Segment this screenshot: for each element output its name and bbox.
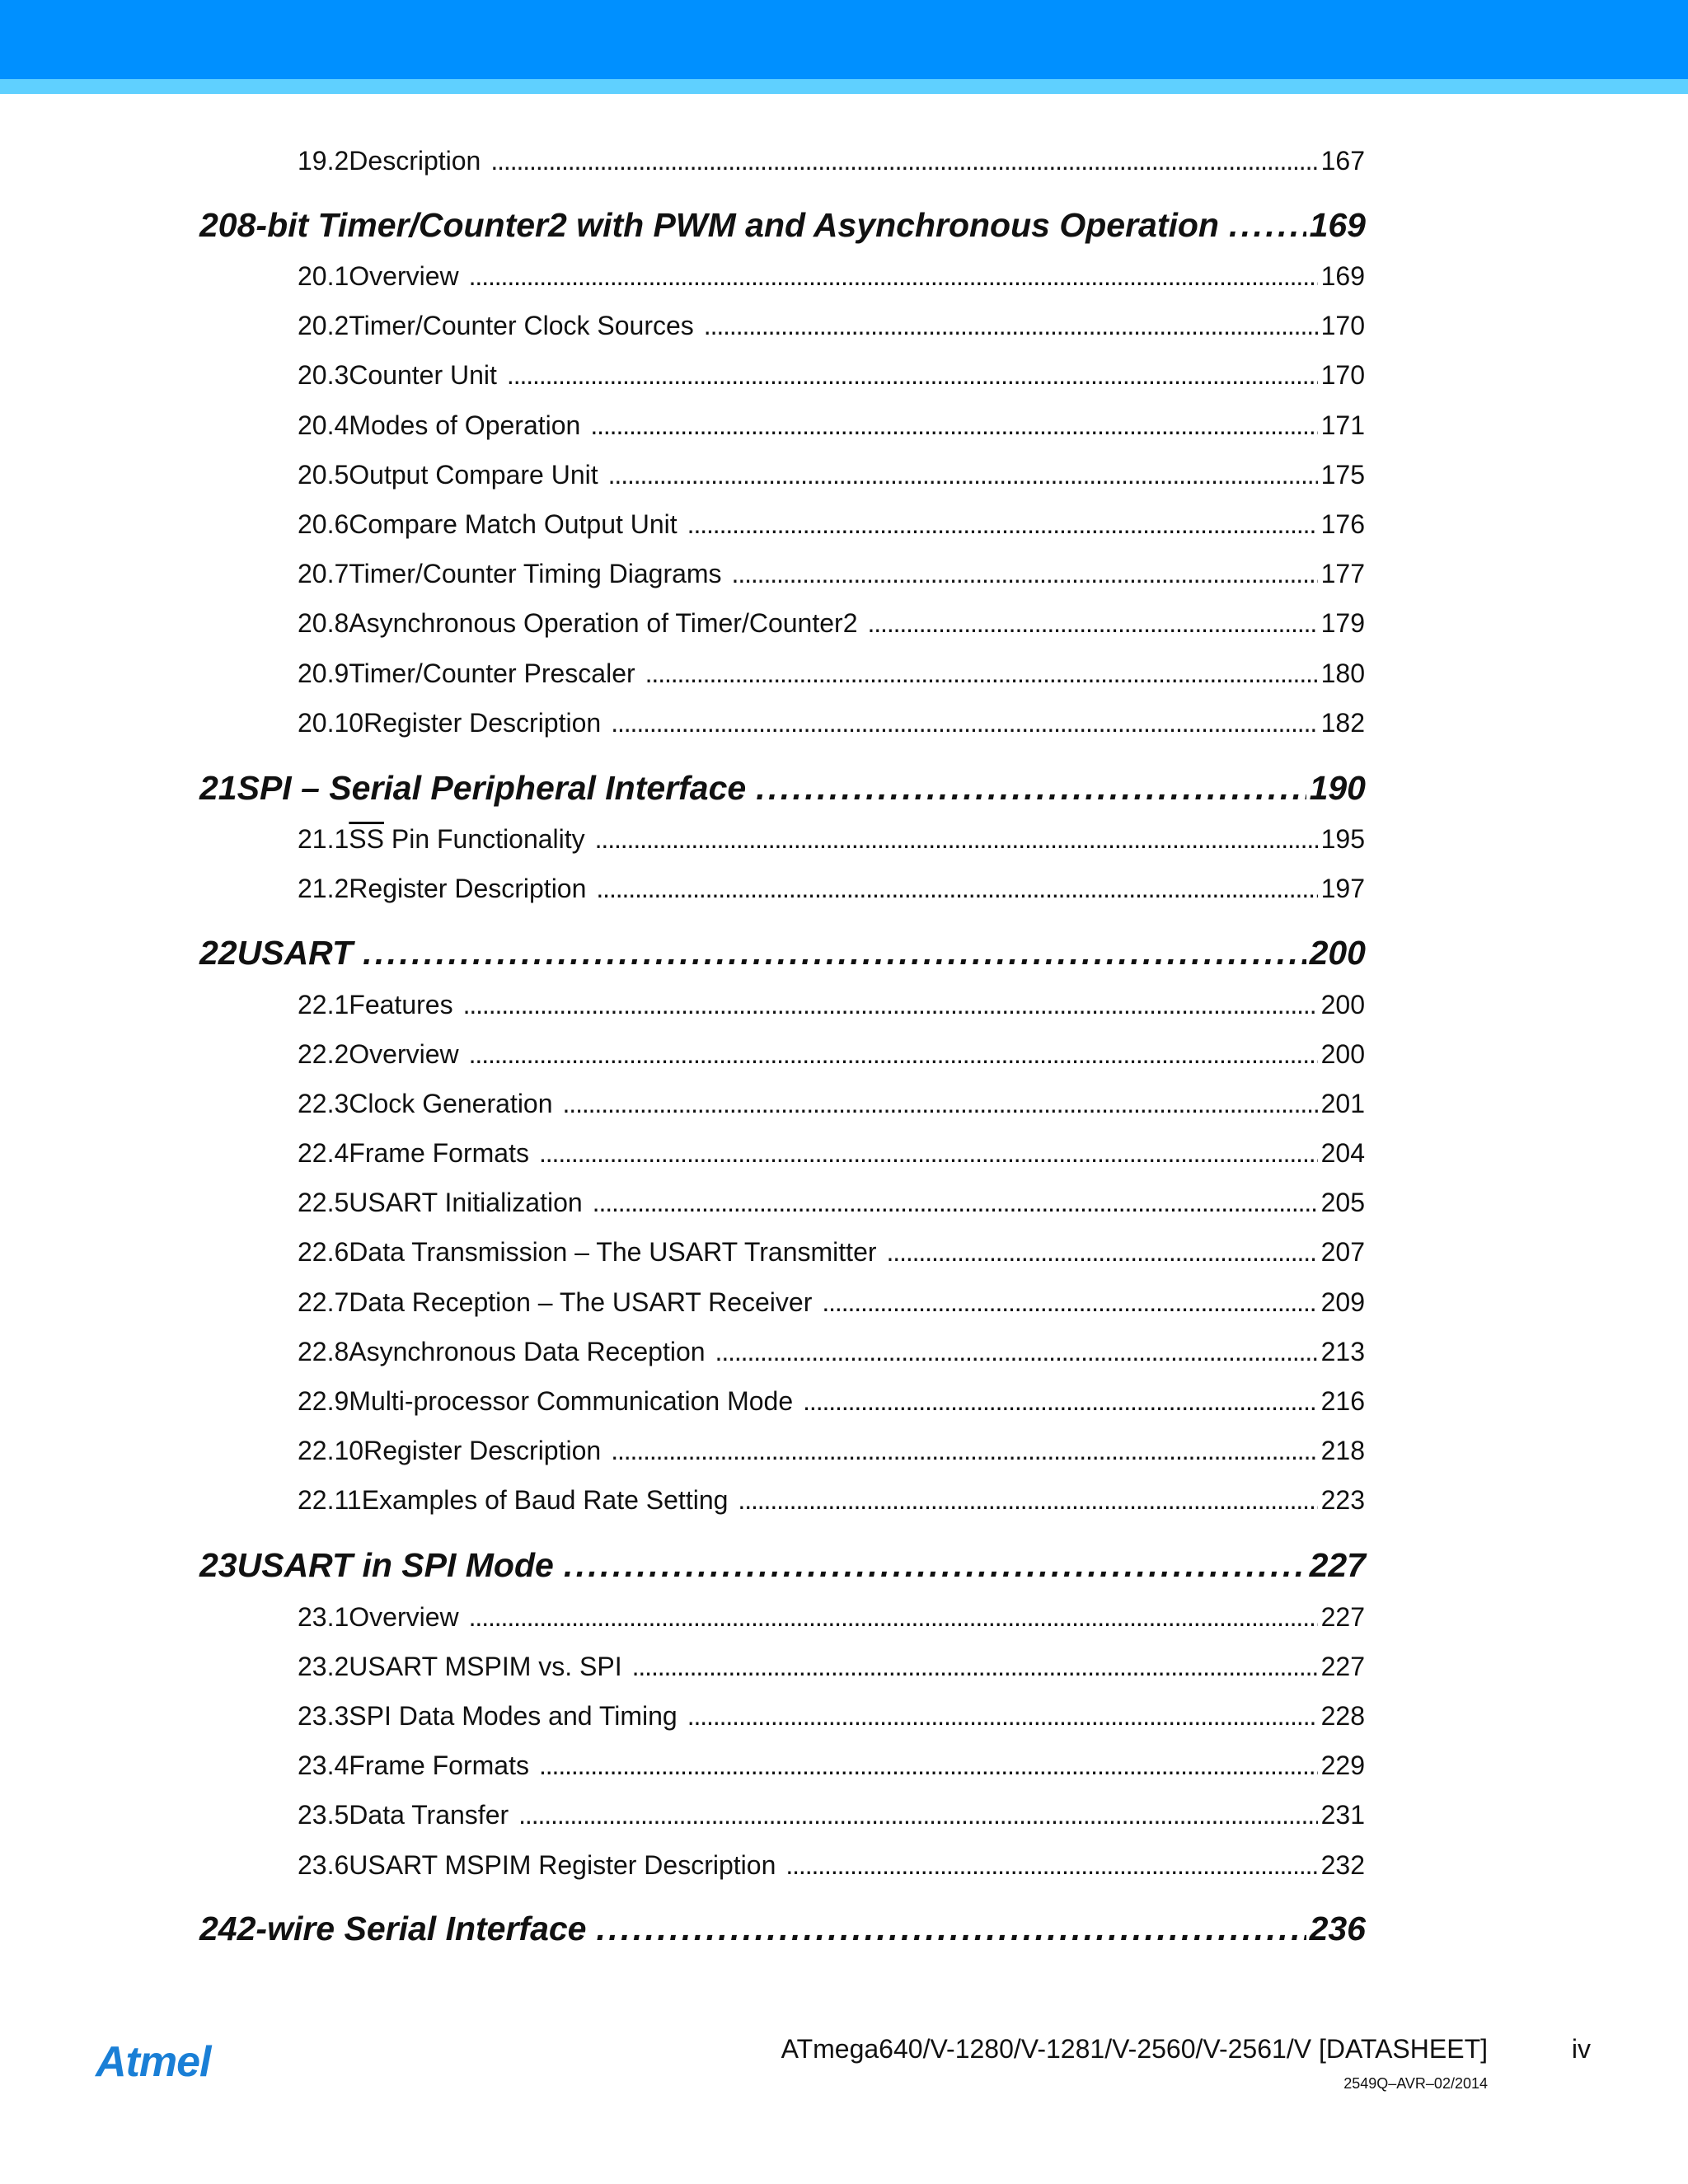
toc-entry-page: 175 — [1320, 460, 1365, 490]
toc-entry[interactable] — [298, 1188, 1365, 1218]
dot-leader — [704, 311, 1318, 341]
toc-chapter[interactable] — [199, 769, 1366, 808]
toc-entry-title: USART Initialization — [349, 1188, 583, 1217]
toc-chapter-title: USART in SPI Mode — [237, 1546, 554, 1584]
toc-entry-number: 21.1 — [298, 824, 349, 854]
toc-entry-page: 232 — [1320, 1850, 1365, 1880]
dot-leader — [463, 990, 1318, 1020]
dot-leader — [715, 1337, 1318, 1367]
toc-entry[interactable] — [298, 990, 1365, 1020]
toc-chapter-title: USART — [237, 934, 354, 972]
toc-entry-title: Timer/Counter Clock Sources — [349, 311, 694, 340]
toc-entry[interactable] — [298, 874, 1365, 904]
toc-entry-title: Data Transfer — [349, 1800, 509, 1830]
toc-entry[interactable] — [298, 1701, 1365, 1732]
dot-leader — [687, 1701, 1318, 1732]
dot-leader — [1229, 206, 1306, 245]
toc-entry[interactable] — [298, 658, 1365, 689]
toc-entry-number: 23.1 — [298, 1602, 349, 1632]
toc-entry-page: 176 — [1320, 509, 1365, 539]
toc-entry[interactable] — [298, 146, 1365, 176]
toc-chapter-title: 8-bit Timer/Counter2 with PWM and Asynchronous Operation — [237, 206, 1219, 244]
toc-entry-title: Modes of Operation — [349, 410, 581, 440]
toc-entry-page: 227 — [1320, 1652, 1365, 1681]
toc-entry-title: USART MSPIM vs. SPI — [349, 1652, 622, 1681]
toc-entry[interactable] — [298, 1800, 1365, 1830]
toc-entry-title: Overview — [349, 261, 459, 291]
toc-entry-page: 180 — [1320, 658, 1365, 688]
dot-leader — [645, 658, 1318, 689]
toc-entry[interactable] — [298, 1436, 1365, 1466]
toc-entry-title: Pin Functionality — [391, 824, 585, 854]
toc-entry-number: 22.6 — [298, 1237, 349, 1267]
toc-entry-page: 229 — [1320, 1750, 1365, 1780]
toc-entry-page: 207 — [1320, 1237, 1365, 1267]
toc-entry-number: 23.2 — [298, 1652, 349, 1681]
dot-leader — [596, 1910, 1306, 1948]
header-bar — [0, 0, 1688, 79]
dot-leader — [803, 1386, 1317, 1417]
toc-entry[interactable] — [298, 509, 1365, 540]
footer-doc-title: ATmega640/V-1280/V-1281/V-2560/V-2561/V [DATASHEET] — [781, 2034, 1488, 2064]
toc-entry-page: 209 — [1320, 1287, 1365, 1317]
toc-entry-page: 227 — [1320, 1602, 1365, 1632]
toc-entry-number: 20.8 — [298, 608, 349, 638]
toc-entry-number: 19.2 — [298, 146, 349, 176]
toc-entry-title: Data Reception – The USART Receiver — [349, 1287, 813, 1317]
dot-leader — [732, 559, 1318, 589]
toc-entry-number: 20.10 — [298, 708, 364, 738]
toc-entry-title: USART MSPIM Register Description — [349, 1850, 776, 1880]
toc-entry-number: 22.1 — [298, 990, 349, 1019]
toc-entry-title: Data Transmission – The USART Transmitter — [349, 1237, 877, 1267]
dot-leader — [593, 1188, 1318, 1218]
dot-leader — [539, 1750, 1318, 1781]
toc-entry-number: 22.5 — [298, 1188, 349, 1217]
toc-entry-number: 22.11 — [298, 1485, 362, 1515]
toc-entry-title: Clock Generation — [349, 1089, 553, 1118]
toc-chapter-title: SPI – Serial Peripheral Interface — [237, 769, 747, 807]
toc-entry-title: Examples of Baud Rate Setting — [361, 1485, 729, 1515]
toc-entry-page: 171 — [1320, 410, 1365, 440]
dot-leader — [363, 934, 1306, 972]
toc-entry[interactable] — [298, 460, 1365, 490]
dot-leader — [887, 1237, 1318, 1268]
toc-entry[interactable] — [298, 708, 1365, 738]
ss-overline-label: $\overline{SS}$ — [349, 824, 384, 854]
toc-chapter-number: 21 — [199, 769, 237, 807]
toc-entry[interactable] — [298, 824, 1365, 855]
toc-entry-title: Register Description — [349, 874, 587, 903]
dot-leader — [822, 1287, 1317, 1318]
dot-leader — [596, 874, 1317, 904]
toc-entry-page: 201 — [1320, 1089, 1365, 1118]
dot-leader — [507, 360, 1318, 391]
toc-entry-page: 179 — [1320, 608, 1365, 638]
toc-entry-number: 20.6 — [298, 509, 349, 539]
toc-entry-page: 182 — [1320, 708, 1365, 738]
toc-entry-page: 169 — [1320, 261, 1365, 291]
dot-leader — [539, 1138, 1318, 1169]
toc-entry-page: 228 — [1320, 1701, 1365, 1731]
toc-entry-page: 170 — [1320, 360, 1365, 390]
toc-entry-number: 22.3 — [298, 1089, 349, 1118]
toc-entry-page: 223 — [1320, 1485, 1365, 1515]
toc-entry-page: 167 — [1320, 146, 1365, 176]
toc-entry-number: 21.2 — [298, 874, 349, 903]
toc-entry[interactable] — [298, 1485, 1365, 1516]
toc-entry-number: 22.10 — [298, 1436, 364, 1465]
toc-entry-number: 20.7 — [298, 559, 349, 588]
toc-entry-title: Overview — [349, 1039, 459, 1069]
toc-entry-number: 22.9 — [298, 1386, 349, 1416]
footer-page-number: iv — [1571, 2034, 1591, 2064]
toc-chapter-number: 20 — [199, 206, 237, 244]
dot-leader — [469, 261, 1318, 292]
toc-entry[interactable] — [298, 1850, 1365, 1881]
dot-leader — [738, 1485, 1317, 1516]
toc-entry[interactable] — [298, 1602, 1365, 1633]
toc-entry-title: Description — [349, 146, 481, 176]
toc-entry-page: 170 — [1320, 311, 1365, 340]
toc-entry-number: 22.7 — [298, 1287, 349, 1317]
toc-entry-page: 177 — [1320, 559, 1365, 588]
dot-leader — [687, 509, 1318, 540]
toc-entry-title: Features — [349, 990, 453, 1019]
toc-entry-number: 20.4 — [298, 410, 349, 440]
toc-chapter-page: 236 — [1309, 1910, 1366, 1947]
toc-entry-number: 20.2 — [298, 311, 349, 340]
toc-entry[interactable] — [298, 410, 1365, 441]
toc-chapter-page: 169 — [1309, 206, 1366, 244]
toc-entry-title: Multi-processor Communication Mode — [349, 1386, 794, 1416]
toc-entry-title: Compare Match Output Unit — [349, 509, 678, 539]
toc-entry-page: 218 — [1320, 1436, 1365, 1465]
dot-leader — [785, 1850, 1317, 1881]
toc-entry-title: Timer/Counter Prescaler — [349, 658, 635, 688]
dot-leader — [590, 410, 1317, 441]
toc-entry-page: 231 — [1320, 1800, 1365, 1830]
toc-chapter[interactable] — [199, 1546, 1366, 1585]
toc-entry-page: 205 — [1320, 1188, 1365, 1217]
toc-entry[interactable] — [298, 1039, 1365, 1070]
toc-chapter-number: 23 — [199, 1546, 237, 1584]
toc-chapter-page: 190 — [1309, 769, 1366, 807]
toc-chapter-number: 22 — [199, 934, 237, 972]
toc-entry-number: 23.5 — [298, 1800, 349, 1830]
dot-leader — [632, 1652, 1318, 1682]
toc-entry[interactable] — [298, 261, 1365, 292]
dot-leader — [595, 824, 1318, 855]
toc-entry-title: Asynchronous Operation of Timer/Counter2 — [349, 608, 858, 638]
toc-entry-number: 23.4 — [298, 1750, 349, 1780]
dot-leader — [469, 1039, 1318, 1070]
toc-entry[interactable] — [298, 1089, 1365, 1119]
dot-leader — [611, 708, 1317, 738]
toc-entry-number: 20.3 — [298, 360, 349, 390]
toc-entry-number: 20.5 — [298, 460, 349, 490]
toc-entry[interactable] — [298, 1750, 1365, 1781]
toc-entry[interactable] — [298, 1652, 1365, 1682]
toc-entry-page: 204 — [1320, 1138, 1365, 1168]
toc-entry-title: Asynchronous Data Reception — [349, 1337, 706, 1366]
toc-entry-number: 22.8 — [298, 1337, 349, 1366]
toc-chapter[interactable] — [199, 1910, 1366, 1948]
toc-chapter-page: 227 — [1309, 1546, 1366, 1584]
toc-entry-title: Output Compare Unit — [349, 460, 598, 490]
toc-entry[interactable] — [298, 1237, 1365, 1268]
toc-entry-title: Timer/Counter Timing Diagrams — [349, 559, 722, 588]
dot-leader — [756, 769, 1306, 808]
toc-entry-number: 22.2 — [298, 1039, 349, 1069]
toc-entry[interactable] — [298, 559, 1365, 589]
toc-entry[interactable] — [298, 311, 1365, 341]
dot-leader — [611, 1436, 1317, 1466]
toc-entry-number: 22.4 — [298, 1138, 349, 1168]
toc-entry-page: 213 — [1320, 1337, 1365, 1366]
atmel-logo: Atmel — [96, 2038, 211, 2086]
dot-leader — [518, 1800, 1317, 1830]
header-stripe — [0, 79, 1688, 94]
toc-entry-title: Frame Formats — [349, 1750, 529, 1780]
toc-entry-number: 23.6 — [298, 1850, 349, 1880]
toc-entry-title: Overview — [349, 1602, 459, 1632]
toc-entry-page: 197 — [1320, 874, 1365, 903]
toc-chapter[interactable] — [199, 206, 1366, 245]
toc-entry[interactable] — [298, 1138, 1365, 1169]
toc-entry[interactable] — [298, 1386, 1365, 1417]
toc-entry-page: 216 — [1320, 1386, 1365, 1416]
toc-entry-number: 23.3 — [298, 1701, 349, 1731]
toc-entry-title: Register Description — [363, 708, 602, 738]
dot-leader — [469, 1602, 1318, 1633]
toc-entry-title: Counter Unit — [349, 360, 497, 390]
toc-entry[interactable] — [298, 608, 1365, 639]
toc-entry-number: 20.9 — [298, 658, 349, 688]
toc-entry-title: Frame Formats — [349, 1138, 529, 1168]
toc-chapter[interactable] — [199, 934, 1366, 972]
dot-leader — [490, 146, 1317, 176]
toc-entry-title: SPI Data Modes and Timing — [349, 1701, 678, 1731]
toc-entry[interactable] — [298, 360, 1365, 391]
toc-chapter-title: 2-wire Serial Interface — [237, 1910, 587, 1947]
toc-entry[interactable] — [298, 1337, 1365, 1367]
toc-entry[interactable] — [298, 1287, 1365, 1318]
toc-entry-number: 20.1 — [298, 261, 349, 291]
dot-leader — [563, 1089, 1318, 1119]
toc-entry-title: Register Description — [363, 1436, 602, 1465]
dot-leader — [608, 460, 1318, 490]
dot-leader — [867, 608, 1317, 639]
toc-entry-page: 200 — [1320, 1039, 1365, 1069]
footer-doc-code: 2549Q–AVR–02/2014 — [1343, 2075, 1488, 2092]
toc-chapter-page: 200 — [1309, 934, 1366, 972]
toc-entry-page: 195 — [1320, 824, 1365, 854]
toc-chapter-number: 24 — [199, 1910, 237, 1947]
dot-leader — [564, 1546, 1306, 1585]
toc-entry-page: 200 — [1320, 990, 1365, 1019]
